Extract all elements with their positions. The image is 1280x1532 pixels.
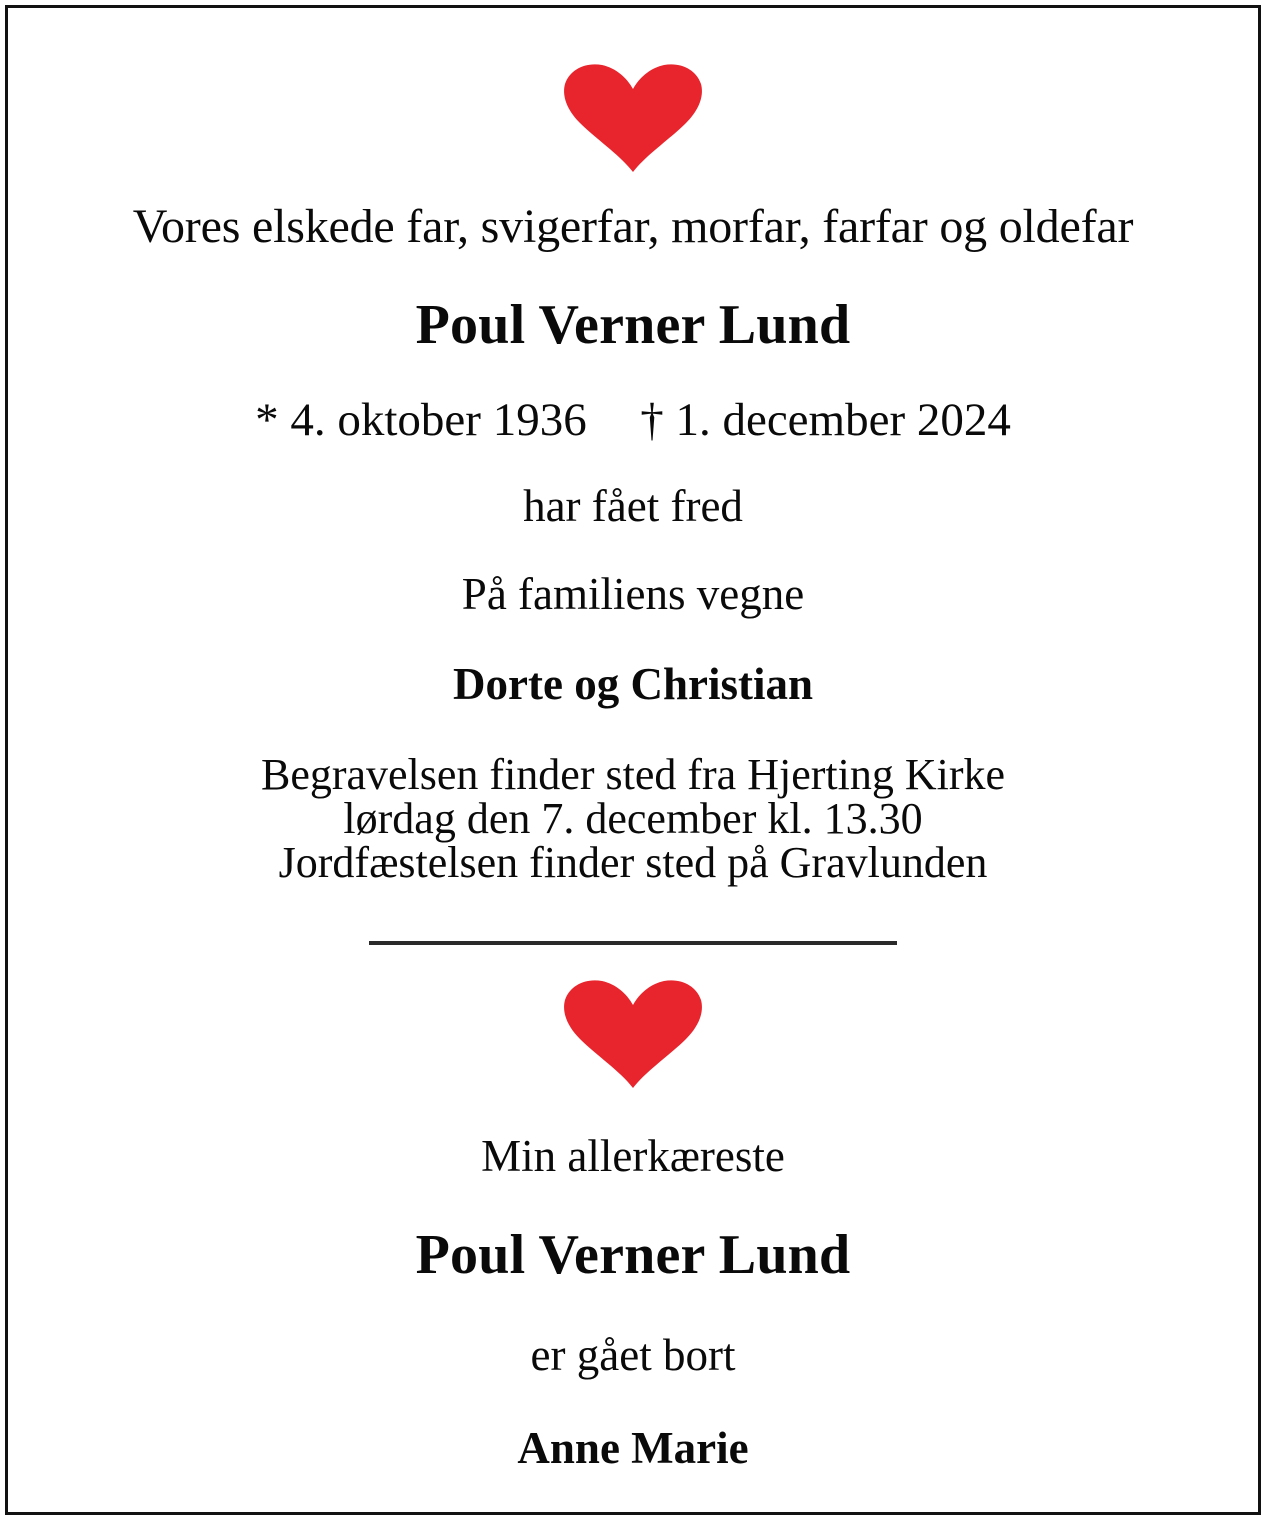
- signers-primary: Dorte og Christian: [453, 659, 813, 709]
- funeral-detail-line: lørdag den 7. december kl. 13.30: [343, 794, 923, 843]
- signer-secondary: Anne Marie: [517, 1423, 749, 1473]
- obituary-notice-card: [5, 5, 1261, 1515]
- passed-away-text: er gået bort: [530, 1330, 736, 1380]
- heart-icon: [8, 63, 1258, 173]
- lead-relation-text: Vores elskede far, svigerfar, morfar, farfar og oldefar: [132, 200, 1134, 253]
- heart-icon: [8, 979, 1258, 1089]
- dearest-text: Min allerkæreste: [481, 1131, 785, 1181]
- death-symbol: †: [640, 394, 664, 446]
- deceased-name-secondary: Poul Verner Lund: [415, 1224, 851, 1286]
- deceased-name-primary: Poul Verner Lund: [415, 294, 851, 356]
- life-dates: [8, 394, 1258, 446]
- birth-date: 4. oktober 1936: [290, 394, 587, 446]
- birth-symbol: *: [255, 394, 279, 446]
- on-behalf-text: På familiens vegne: [461, 569, 805, 619]
- obituary-content: [8, 63, 1258, 1515]
- funeral-details: [8, 750, 1258, 887]
- notice-divider: [8, 941, 1258, 945]
- peace-text: har fået fred: [523, 481, 743, 531]
- funeral-detail-line: Jordfæstelsen finder sted på Gravlunden: [278, 838, 988, 887]
- death-date: 1. december 2024: [675, 394, 1011, 446]
- divider-rule: [369, 941, 897, 945]
- funeral-detail-line: Begravelsen finder sted fra Hjerting Kirke: [260, 750, 1006, 799]
